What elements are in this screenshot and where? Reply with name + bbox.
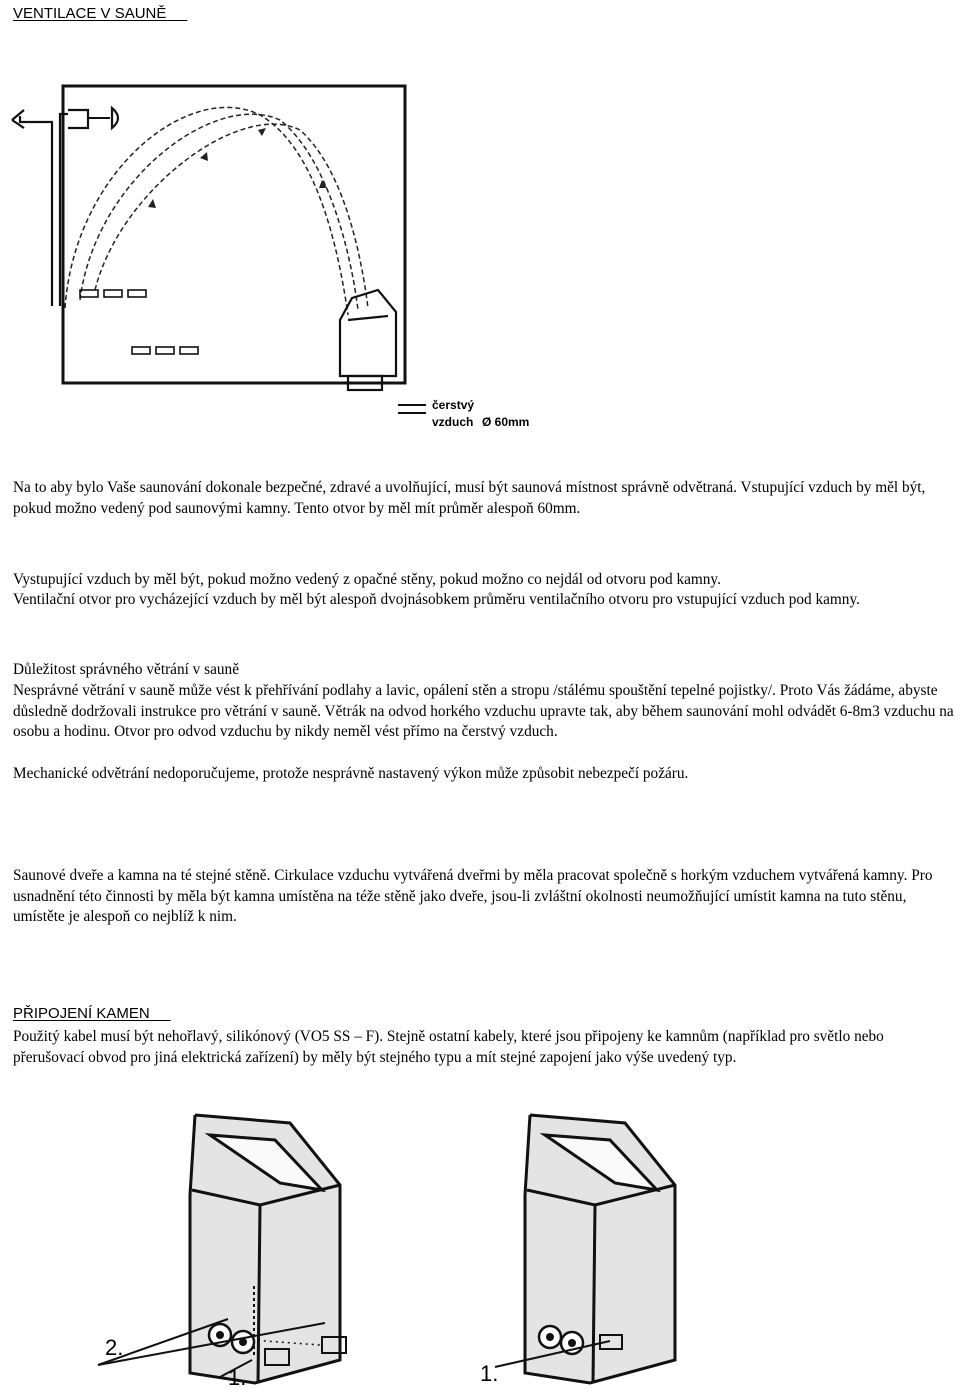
paragraph-mechanical: Mechanické odvětrání nedoporučujeme, protože nesprávně nastavený výkon může způsobit nebezpečí požáru. <box>13 765 689 782</box>
heater-left-diagram <box>60 1105 380 1395</box>
ventilation-diagram <box>0 60 560 445</box>
label-2: 2. <box>105 1335 124 1360</box>
exhaust-pipe <box>12 110 88 306</box>
paragraph-connection: Použitý kabel musí být nehořlavý, silikónový (VO5 SS – F). Stejně ostatní kabely, které jsou připojeny ke kamnům (například pro světlo nebo přerušovací obvod pro jiná elektrická zařízení) by měly být stejného typu a mít stejné zapojení jako výše uvedený typ. <box>13 1028 884 1066</box>
importance-body: Nesprávné větrání v sauně může vést k přehřívání podlahy a lavic, opálení stěn a stropu /stálému spouštění tepelné pojistky/. Proto Vás žádáme, abyste důsledně dodržovali instrukce pro větrání v sauně. Větrák na odvod horkého vzduchu upravte tak, aby během saunování mohl odvádět 6-8m3 vzduchu na osobu a hodinu. Otvor pro odvod vzduchu by nikdy neměl vést přímo na čerstvý vzduch. <box>13 682 954 740</box>
paragraph-exhaust: Vystupující vzduch by měl být, pokud možno vedený z opačné stěny, pokud možno co nejdál od otvoru pod kamny. <box>13 571 721 588</box>
wall-vents <box>80 290 198 354</box>
label-1: 1. <box>228 1365 247 1390</box>
importance-title: Důležitost správného větrání v sauně <box>13 661 239 678</box>
paragraph-intro: Na to aby bylo Vaše saunování dokonale bezpečné, zdravé a uvolňující, musí být saunová místnost správně odvětraná. Vstupující vzduch by měl být, pokud možno vedený pod saunovými kamny. Tento otvor by měl mít průměr alespoň 60mm. <box>13 479 926 517</box>
label-fresh: čerstvý <box>432 398 475 412</box>
label-1: 1. <box>480 1361 499 1386</box>
heater-right-diagram <box>460 1105 720 1395</box>
label-size: Ø 60mm <box>482 415 530 429</box>
paragraph-vent-size: Ventilační otvor pro vycházející vzduch by měl být alespoň dvojnásobkem průměru ventilačního otvoru pro vstupující vzduch pod kamny. <box>13 591 860 608</box>
exhaust-fan-icon <box>112 108 118 128</box>
page-title: VENTILACE V SAUNĚ <box>13 5 167 22</box>
fresh-air-inlet <box>398 405 426 413</box>
airflow-arrows <box>65 107 368 315</box>
paragraph-doors: Saunové dveře a kamna na té stejné stěně. Cirkulace vzduchu vytvářená dveřmi by měla pracovat společně s horkým vzduchem vytvářená kamny. Pro usnadnění této činnosti by měla být kamna umístěna na téže stěně jako dveře, jsou-li zvláštní okolnosti neumožňující umístit kamna na tuto stěnu, umístěte je alespoň co nejblíž k nim. <box>13 867 933 925</box>
label-air: vzduch <box>432 415 474 429</box>
section-heading-connection: PŘIPOJENÍ KAMEN <box>13 1005 150 1022</box>
